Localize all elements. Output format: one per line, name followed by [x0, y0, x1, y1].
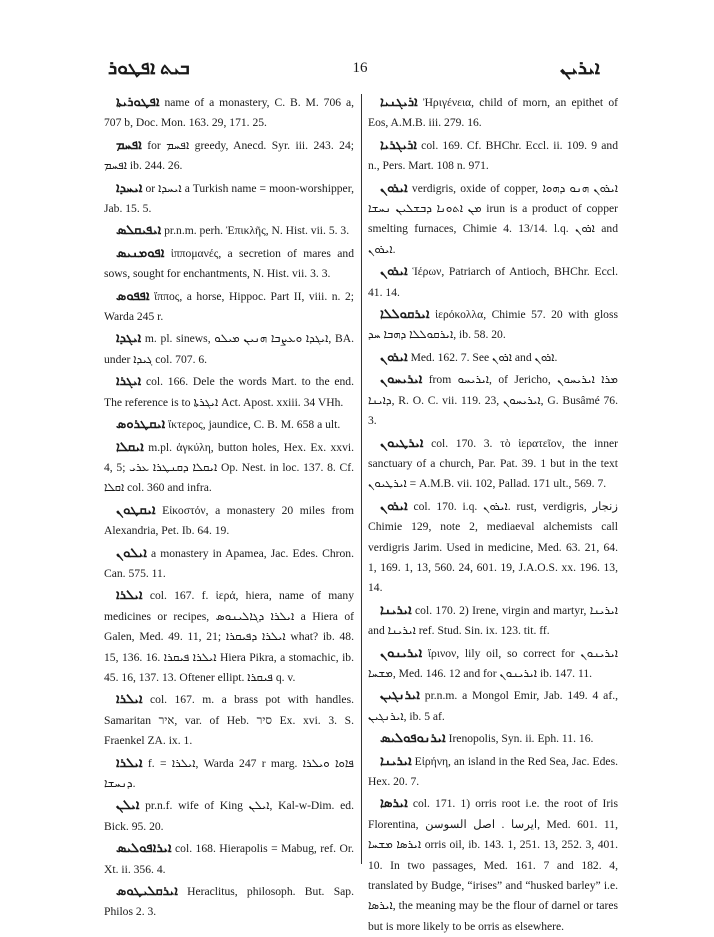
entry-text: ἵππος, a horse, Hippoc. Part II, viii. n. 2; Warda 245 r. [104, 289, 354, 324]
entry-text: f. = ܐܝܠܪܐ, Warda 247 r marg. ܦܐܘܐ ܘܝܠܪܐ ܕܢܚܫܐ. [104, 756, 354, 790]
entry-text: a monastery in Apamea, Jac. Edes. Chron. Can. 575. 11. [104, 546, 354, 580]
headword: ܐܝܚܕܐ [116, 179, 143, 195]
entry-text: pr.n.f. wife of King ܐܝܠܢ, Kal-w-Dim. ed. Bick. 95. 20. [104, 799, 354, 833]
headword: ܐܝܩܠܐ [116, 438, 144, 454]
entry-text: Ἠριγένεια, child of morn, an epithet of Eos, A.M.B. iii. 279. 16. [368, 96, 618, 130]
entry-text: col. 167. f. ἱερά, hiera, name of many medicines or recipes, ܐܝܠܪܐ ܕܓܐܠܝܢܘܣ a Hiera of Galen, Med. 49. 11, 21; ܐܝܠܪܐ ܕܦܝܩܪܐ what? ib. 48. 15, 136. 16. ܐܝܠܪܐ ܦܝܩܪܐ Hiera Pikra, a stomachic, ib. 45. 16, 137. 13. Oftener ellipt. ܦܝܩܪܐ q. v. [104, 589, 354, 684]
headword: ܐܝܪܩܘܠܠܐ [380, 306, 430, 322]
dictionary-entry [104, 437, 354, 499]
entry-text: Heraclitus, philosoph. But. Sap. Philos 2. 3. [104, 885, 355, 919]
dictionary-entry [104, 689, 354, 751]
headword: ܐܝܦܝܩܠܣ [116, 222, 162, 238]
entry-text: m. pl. sinews, ܐܝܓܕܐ ܘܥܨܒܐ ܗܢܝܢ ܡܝܠܘ, BA. under ܓܝܕܐ col. 707. 6. [104, 332, 354, 366]
dictionary-entry [104, 135, 354, 177]
entry-text: Ἱέρων, Patriarch of Antioch, BHChr. Eccl. 41. 14. [368, 265, 618, 299]
entry-text: col. 168. Hierapolis = Mabug, ref. Or. Xt. ii. 356. 4. [104, 842, 354, 876]
dictionary-entry [104, 243, 354, 285]
dictionary-entry [368, 433, 618, 495]
entry-text: ἴρινον, lily oil, so correct for ܐܝܪܝܢܘܢ ܡܫܚܐ, Med. 146. 12 and for ܐܝܪܝܢܘܢ ib. 147. 11. [368, 646, 618, 680]
headword: ܐܝܠܢ [116, 797, 140, 813]
headword: ܐܦܛܘܪܝܬܐ [116, 94, 160, 109]
dictionary-entry [104, 795, 354, 837]
entry-text: col. 171. 1) orris root i.e. the root of Iris Florentina, ايرسا . اصل السوسن, Med. 601. 11, ܐܝܪܣܐ ܡܫܚܐ orris oil, ib. 143. 1, 251. 13, 252. 3, 401. 10. In two passages, Med. 161. 7 and 182. 4, translated by Budge, “irises” and “husked barley” i.e. ܐܝܪܣܐ, the meaning may be the flour of darnel or tares but is more likely to be orris as elsewhere. [368, 797, 618, 933]
headword: ܐܝܠܪܐ [116, 754, 143, 770]
dictionary-entry [368, 347, 618, 368]
dictionary-entry [104, 881, 354, 923]
headword: ܐܝܪܝܚܘܢ [380, 371, 423, 387]
left-catchword: ܒܝܬ ܐܦܛܘܪ [108, 58, 190, 79]
entry-text: col. 170. i.q. ܐܝܪܘܢ. rust, verdigris, زنجار Chimie 129, note 2, mediaeval alchemists call verdigris Jarim. Used in medicine, Med. 63. 21, 64. 1, 169. 1, 13, 560. 24, 601. 19, J.A.O.S. xx. 196. 13, 14. [368, 499, 618, 595]
dictionary-entry [368, 751, 618, 793]
headword: ܐܦܘܡܢܝܣ [116, 244, 165, 260]
headword: ܐܝܪܝܢܘܢ [380, 644, 423, 660]
entry-text: name of a monastery, C. B. M. 706 a, 707 b, Doc. Mon. 163. 29, 171. 25. [104, 96, 354, 130]
headword: ܐܝܪܝܢܐ [380, 752, 412, 768]
dictionary-entry [368, 496, 618, 599]
headword: ܐܝܓܕܐ [116, 330, 142, 346]
headword: ܐܝܪܘܢ [380, 263, 408, 279]
dictionary-entry [104, 753, 354, 795]
dictionary-entry [104, 328, 354, 370]
headword: ܐܝܪܢܘܦܘܠܝܣ [380, 730, 446, 746]
headword: ܐܝܠܘܢ [116, 544, 147, 560]
right-catchword: ܐܝܪܝܢ [560, 58, 600, 79]
headword: ܐܦܚܡ [116, 136, 142, 152]
dictionary-entry [104, 286, 354, 328]
headword: ܐܝܩܛܪܘܣ [116, 416, 166, 432]
entry-text: ἴκτερος, jaundice, C. B. M. 658 a ult. [168, 418, 341, 432]
entry-text: for ܐܦܚܡ greedy, Anecd. Syr. iii. 243. 24; ܐܦܚܡ ib. 244. 26. [104, 138, 354, 173]
headword: ܐܝܪܣܐ [380, 795, 408, 811]
headword: ܐܝܪܢܓܝܢ [380, 687, 420, 703]
entry-text: col. 170. 3. τὸ ἱερατεῖον, the inner sanctuary of a church, Par. Pat. 39. 1 but in the text ܐܝܪܛܝܘܢ = A.M.B. vii. 102, Pallad. 171 ult., 569. 7. [368, 436, 618, 491]
entry-text: ἱππομανές, a secretion of mares and sows, sought for enchantments, N. Hist. vii. 3. 3. [104, 246, 354, 281]
entry-text: or ܐܝܚܕܐ a Turkish name = moon-worshipper, Jab. 15. 5. [104, 181, 354, 216]
headword: ܐܝܪܩܠܝܛܘܣ [116, 883, 178, 899]
headword: ܐܝܪܝܢܐ [380, 601, 412, 617]
dictionary-entry [104, 500, 354, 542]
headword: ܐܝܪܘܢ [380, 348, 408, 364]
left-column [104, 92, 354, 923]
headword: ܐܝܓܪܐ [116, 373, 142, 389]
dictionary-entry [104, 543, 354, 585]
entry-text: Irenopolis, Syn. ii. Eph. 11. 16. [448, 732, 594, 746]
entry-text: pr.n.m. perh. Ἐπικλῆς, N. Hist. vii. 5. 3. [164, 224, 350, 238]
entry-text: col. 170. 2) Irene, virgin and martyr, ܐܝܪܝܢܐ and ܐܝܪܝܢܐ ref. Stud. Sin. ix. 123. tit. ff. [368, 603, 618, 638]
headword: ܐܝܠܪܐ [116, 691, 143, 707]
dictionary-entry [368, 600, 618, 642]
dictionary-entry [104, 178, 354, 220]
entry-text: col. 166. Dele the words Mart. to the end. The reference is to ܐܝܓܪܬܐ Act. Apost. xxiii. 34 VHh. [104, 375, 354, 409]
dictionary-entry [104, 371, 354, 413]
dictionary-entry [368, 261, 618, 303]
headword: ܐܝܠܪܐ [116, 587, 143, 603]
dictionary-entry [104, 414, 354, 435]
running-header [100, 58, 620, 80]
headword: ܐܝܪܘܢ [380, 179, 408, 195]
entry-text: verdigris, oxide of copper, ܐܝܪܘܢ ܗܢܘ ܕܗܘܐ ܡܢ ܐܬܘܢܐ ܕܒܫܠܝܢ ܢܚܫܐ irun is a product of copper smelting furnaces, Chimie 4. 13/14. l.q. ܐܪܘܢ and ܐܝܪܘܢ. [368, 181, 618, 256]
headword: ܐܝܪܘܢ [380, 497, 408, 513]
right-column [368, 92, 618, 937]
dictionary-entry [368, 685, 618, 727]
column-divider [361, 94, 362, 864]
entry-text: from ܐܝܪܝܚܘ, of Jericho, ܡܪܐ ܐܝܪܝܚܘܢ ܕܐܝܢܐ, R. O. C. vii. 119. 23, ܐܝܪܝܚܘܢ, G. Busâmé 76. 3. [368, 373, 618, 428]
headword: ܐܪܝܓܪܝܐ [380, 136, 417, 152]
dictionary-entry [104, 585, 354, 688]
dictionary-entry [368, 793, 618, 937]
dictionary-entry [368, 92, 618, 134]
dictionary-entry [368, 304, 618, 346]
headword: ܐܪܝܓܢܝܐ [380, 94, 418, 109]
entry-text: ἱερόκολλα, Chimie 57. 20 with gloss ܐܝܪܩܘܠܠܐ ܕܗܒܐ ܚܕ, ib. 58. 20. [368, 308, 618, 342]
dictionary-entry [104, 92, 354, 134]
entry-text: Εἰκοστόν, a monastery 20 miles from Alexandria, Pet. Ib. 64. 19. [104, 503, 354, 538]
headword: ܐܝܩܛܘܢ [116, 501, 156, 517]
dictionary-entry [104, 838, 354, 880]
dictionary-entry [104, 220, 354, 241]
headword: ܐܝܪܛܝܘܢ [380, 434, 424, 450]
page-number: 16 [352, 60, 368, 76]
dictionary-entry [368, 643, 618, 685]
entry-text: Εἰρήνη, an island in the Red Sea, Jac. Edes. Hex. 20. 7. [368, 754, 618, 788]
dictionary-entry [368, 178, 618, 261]
headword: ܐܦܦܘܣ [116, 287, 150, 303]
dictionary-entry [368, 728, 618, 749]
entry-text: m.pl. ἀγκύλη, button holes, Hex. Ex. xxvi. 4, 5; ܐܝܩܠܐ ܕܩܢܛܪܐ ܥܪܝ Op. Nest. in loc. 137. 8. Cf. ܐܩܠܐ col. 360 and infra. [104, 440, 354, 495]
dictionary-entry [368, 135, 618, 177]
entry-text: col. 169. Cf. BHChr. Eccl. ii. 109. 9 and n., Pers. Mart. 108 n. 971. [368, 138, 618, 173]
dictionary-entry [368, 369, 618, 431]
entry-text: col. 167. m. a brass pot with handles. Samaritan איר, var. of Heb. סיר Ex. xvi. 3. S. Fraenkel ZA. ix. 1. [104, 693, 354, 748]
entry-text: pr.n.m. a Mongol Emir, Jab. 149. 4 af., ܐܝܪܢܓܝܢ, ib. 5 af. [368, 689, 618, 723]
headword: ܐܝܪܐܦܘܠܝܣ [116, 840, 172, 856]
entry-text: Med. 162. 7. See ܐܪܘܢ and ܐܪܘܢ. [410, 350, 558, 364]
